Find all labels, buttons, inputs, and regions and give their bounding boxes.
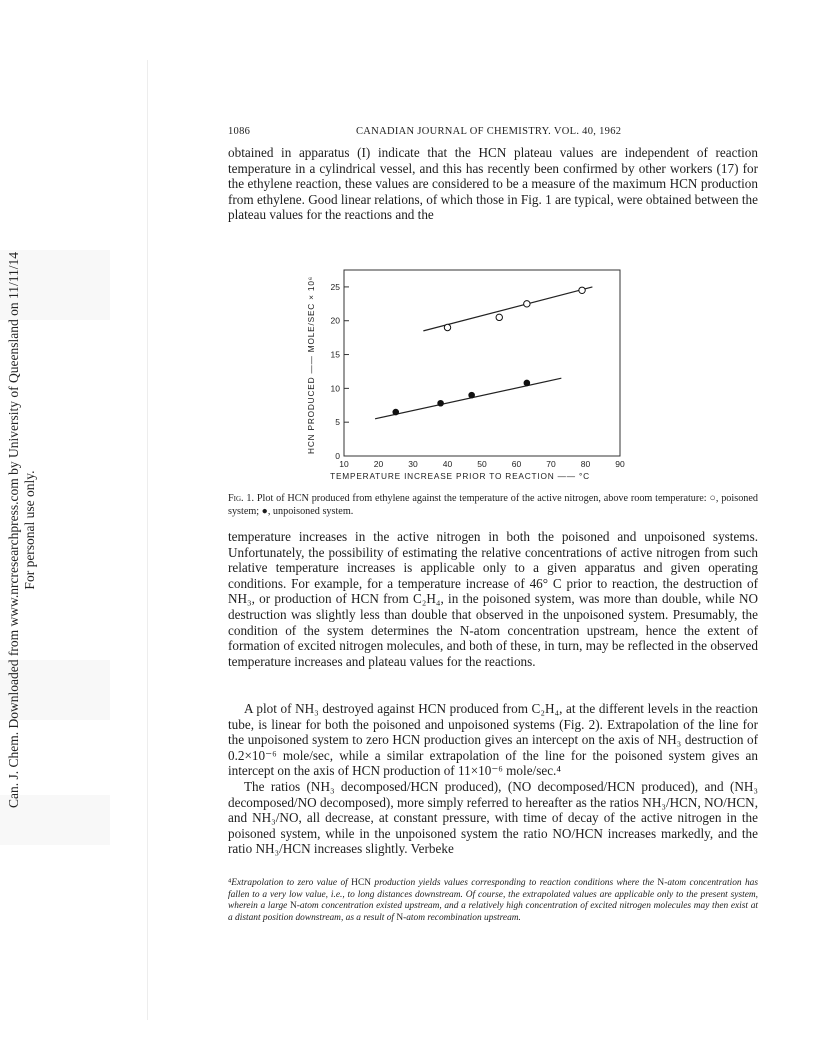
poisoned-data-point bbox=[496, 314, 502, 320]
footnote-n-2: N bbox=[290, 901, 297, 912]
footnote-hcn: HCN bbox=[351, 878, 371, 888]
x-tick-label: 80 bbox=[580, 459, 591, 469]
footnote-text-a: Extrapolation to zero value of bbox=[231, 878, 352, 888]
unpoisoned-data-point bbox=[524, 380, 530, 386]
footnote-text-b: production yields values corresponding to reaction conditions where the bbox=[370, 878, 658, 888]
fit-line-series-2 bbox=[375, 378, 561, 419]
x-tick-label: 90 bbox=[615, 459, 625, 469]
footnote-4 bbox=[228, 878, 758, 924]
poisoned-data-point bbox=[524, 301, 530, 307]
page-number: 1086 bbox=[228, 126, 251, 137]
figure-1-chart bbox=[300, 258, 640, 490]
scan-fold-line bbox=[147, 60, 148, 1020]
paragraph-4: The ratios (NH₃ decomposed/HCN produced), (NO decomposed/HCN produced), and (NH₃ decomposed/NO decomposed), more simply referred to hereafter as the ratios NH₃/HCN, NO/HCN, and NH₃/NO, all decrease, at constant pressure, with time of decay of the active nitrogen in the poisoned system, while in the unpoisoned system the ratio NO/HCN increases markedly, and the ratio NH₃/HCN increases slightly. Verbeke bbox=[228, 779, 758, 857]
x-tick-label: 70 bbox=[546, 459, 556, 469]
x-axis-label: TEMPERATURE INCREASE PRIOR TO REACTION —— °C bbox=[330, 471, 590, 481]
figure-caption bbox=[228, 493, 758, 518]
x-tick-label: 10 bbox=[339, 459, 349, 469]
x-tick-label: 30 bbox=[408, 459, 418, 469]
x-tick-label: 60 bbox=[511, 459, 522, 469]
footnote-n-1: N bbox=[657, 878, 665, 888]
watermark-line-1: Can. J. Chem. Downloaded from www.nrcresearchpress.com by University of Queensland on 11/11/14 bbox=[6, 252, 21, 808]
unpoisoned-data-point bbox=[469, 392, 475, 398]
paragraph-1: obtained in apparatus (I) indicate that the HCN plateau values are independent of reaction temperature in a cylindrical vessel, and this has recently been confirmed by other workers (17) for the ethylene reaction, these values are considered to be a measure of the maximum HCN production from ethylene. Good linear relations, of which those in Fig. 1 are typical, were obtained between the plateau values for the reactions and the bbox=[228, 145, 758, 223]
y-tick-label: 20 bbox=[330, 315, 340, 326]
y-tick-label: 0 bbox=[335, 451, 340, 461]
unpoisoned-data-point bbox=[438, 400, 444, 406]
footnote-mark: ⁴ bbox=[228, 878, 232, 888]
journal-title: CANADIAN JOURNAL OF CHEMISTRY. VOL. 40, 1962 bbox=[356, 126, 622, 137]
poisoned-data-point bbox=[579, 287, 585, 293]
y-tick-label: 10 bbox=[330, 383, 340, 394]
caption-text: Plot of HCN produced from ethylene against the temperature of the active nitrogen, above room temperature: ○, poisoned system; ●, unpoisoned system. bbox=[228, 493, 758, 517]
x-tick-label: 40 bbox=[442, 459, 453, 469]
footnote-text-e: -atom recombination upstream. bbox=[403, 912, 521, 923]
x-tick-label: 20 bbox=[373, 459, 384, 469]
y-tick-label: 5 bbox=[335, 417, 340, 428]
watermark-line-2: For personal use only. bbox=[22, 470, 37, 590]
y-tick-label: 25 bbox=[330, 281, 340, 292]
paragraph-3: A plot of NH₃ destroyed against HCN produced from C₂H₄, at the different levels in the reaction tube, is linear for both the poisoned and unpoisoned systems (Fig. 2). Extrapolation of the line for the unpoisoned system to zero HCN production gives an intercept on the axis of NH₃ destruction of 0.2×10⁻⁶ mole/sec, while a similar extrapolation of the line for the poisoned system gives an intercept on the axis of HCN production of 11×10⁻⁶ mole/sec.⁴ bbox=[228, 701, 758, 779]
footnote-text-d: -atom concentration existed upstream, and a relatively high concentration of excited nitrogen molecules may then exist at a distant position downstream, as a result of bbox=[228, 901, 758, 923]
caption-label: Fig. 1. bbox=[228, 493, 255, 504]
plot-frame bbox=[344, 270, 620, 456]
y-axis-label: HCN PRODUCED —— MOLE/SEC × 10⁶ bbox=[306, 276, 316, 454]
unpoisoned-data-point bbox=[393, 409, 399, 415]
paragraph-2: temperature increases in the active nitrogen in both the poisoned and unpoisoned systems. Unfortunately, the possibility of estimating the relative concentrations of active nitrogen from such relative temperature increases is applicable only to a given apparatus and given operating conditions. For example, for a temperature increase of 46° C prior to reaction, the destruction of NH₃, or production of HCN from C₂H₄, in the poisoned system, was more than double, while NO destruction was slightly less than double that observed in the unpoisoned system. Presumably, the condition of the system determines the N-atom concentration upstream, hence the extent of formation of excited nitrogen molecules, and both of these, in turn, may be reflected in the observed temperature increases and plateau values for the reactions. bbox=[228, 529, 758, 669]
download-watermark bbox=[0, 250, 44, 810]
footnote-text-c: -atom concentration has fallen to a very low value, i.e., to long distances downstream. Of course, the extrapolated values are applicable only to the present system, wherein a large bbox=[228, 878, 759, 912]
poisoned-data-point bbox=[444, 324, 450, 330]
y-tick-label: 15 bbox=[330, 349, 340, 360]
footnote-n-3: N bbox=[396, 912, 404, 923]
x-tick-label: 50 bbox=[477, 459, 487, 469]
